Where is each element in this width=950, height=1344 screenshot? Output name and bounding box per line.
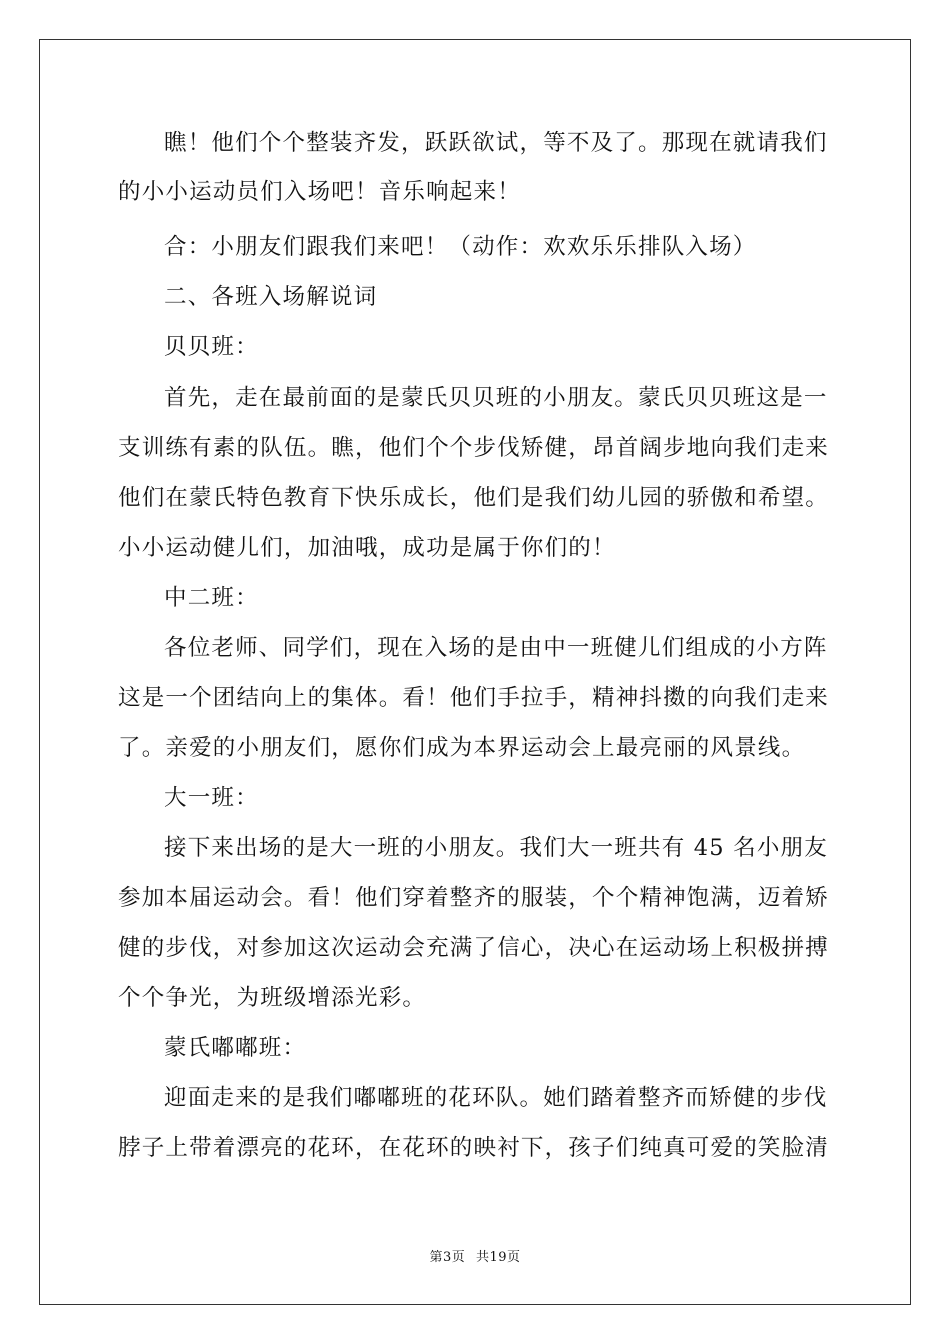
paragraph-line: 瞧！他们个个整装齐发，跃跃欲试，等不及了。那现在就请我们 (164, 130, 828, 156)
class-heading: 大一班： (164, 785, 259, 811)
paragraph-line: 他们在蒙氏特色教育下快乐成长，他们是我们幼儿园的骄傲和希望。 (118, 485, 830, 511)
class-heading: 中二班： (164, 585, 259, 611)
paragraph-line: 合：小朋友们跟我们来吧！（动作：欢欢乐乐排队入场） (164, 234, 757, 260)
paragraph-line: 了。亲爱的小朋友们，愿你们成为本界运动会上最亮丽的风景线。 (118, 735, 806, 761)
class-heading: 贝贝班： (164, 334, 259, 360)
paragraph-line: 支训练有素的队伍。瞧，他们个个步伐矫健，昂首阔步地向我们走来 (118, 435, 830, 461)
page-footer (0, 1246, 950, 1265)
total-pages: 共19页 (475, 1250, 521, 1265)
paragraph-line: 参加本届运动会。看！他们穿着整齐的服装，个个精神饱满，迈着矫 (118, 885, 830, 911)
paragraph-line: 这是一个团结向上的集体。看！他们手拉手，精神抖擞的向我们走来 (118, 685, 830, 711)
section-heading: 二、各班入场解说词 (164, 284, 378, 310)
page-number: 第3页 (429, 1250, 466, 1265)
paragraph-line: 各位老师、同学们，现在入场的是由中一班健儿们组成的小方阵 (164, 635, 828, 661)
paragraph-line: 的小小运动员们入场吧！音乐响起来！ (118, 179, 521, 205)
page-border (39, 39, 911, 1305)
paragraph-line: 首先，走在最前面的是蒙氏贝贝班的小朋友。蒙氏贝贝班这是一 (164, 385, 828, 411)
paragraph-line: 接下来出场的是大一班的小朋友。我们大一班共有 45 名小朋友 (164, 835, 828, 861)
paragraph-line: 迎面走来的是我们嘟嘟班的花环队。她们踏着整齐而矫健的步伐 (164, 1085, 828, 1111)
paragraph-line: 脖子上带着漂亮的花环，在花环的映衬下，孩子们纯真可爱的笑脸清 (118, 1135, 830, 1161)
paragraph-line: 小小运动健儿们，加油哦，成功是属于你们的！ (118, 535, 616, 561)
paragraph-line: 健的步伐，对参加这次运动会充满了信心，决心在运动场上积极拼搏 (118, 935, 830, 961)
class-heading: 蒙氏嘟嘟班： (164, 1035, 307, 1061)
paragraph-line: 个个争光，为班级增添光彩。 (118, 985, 427, 1011)
